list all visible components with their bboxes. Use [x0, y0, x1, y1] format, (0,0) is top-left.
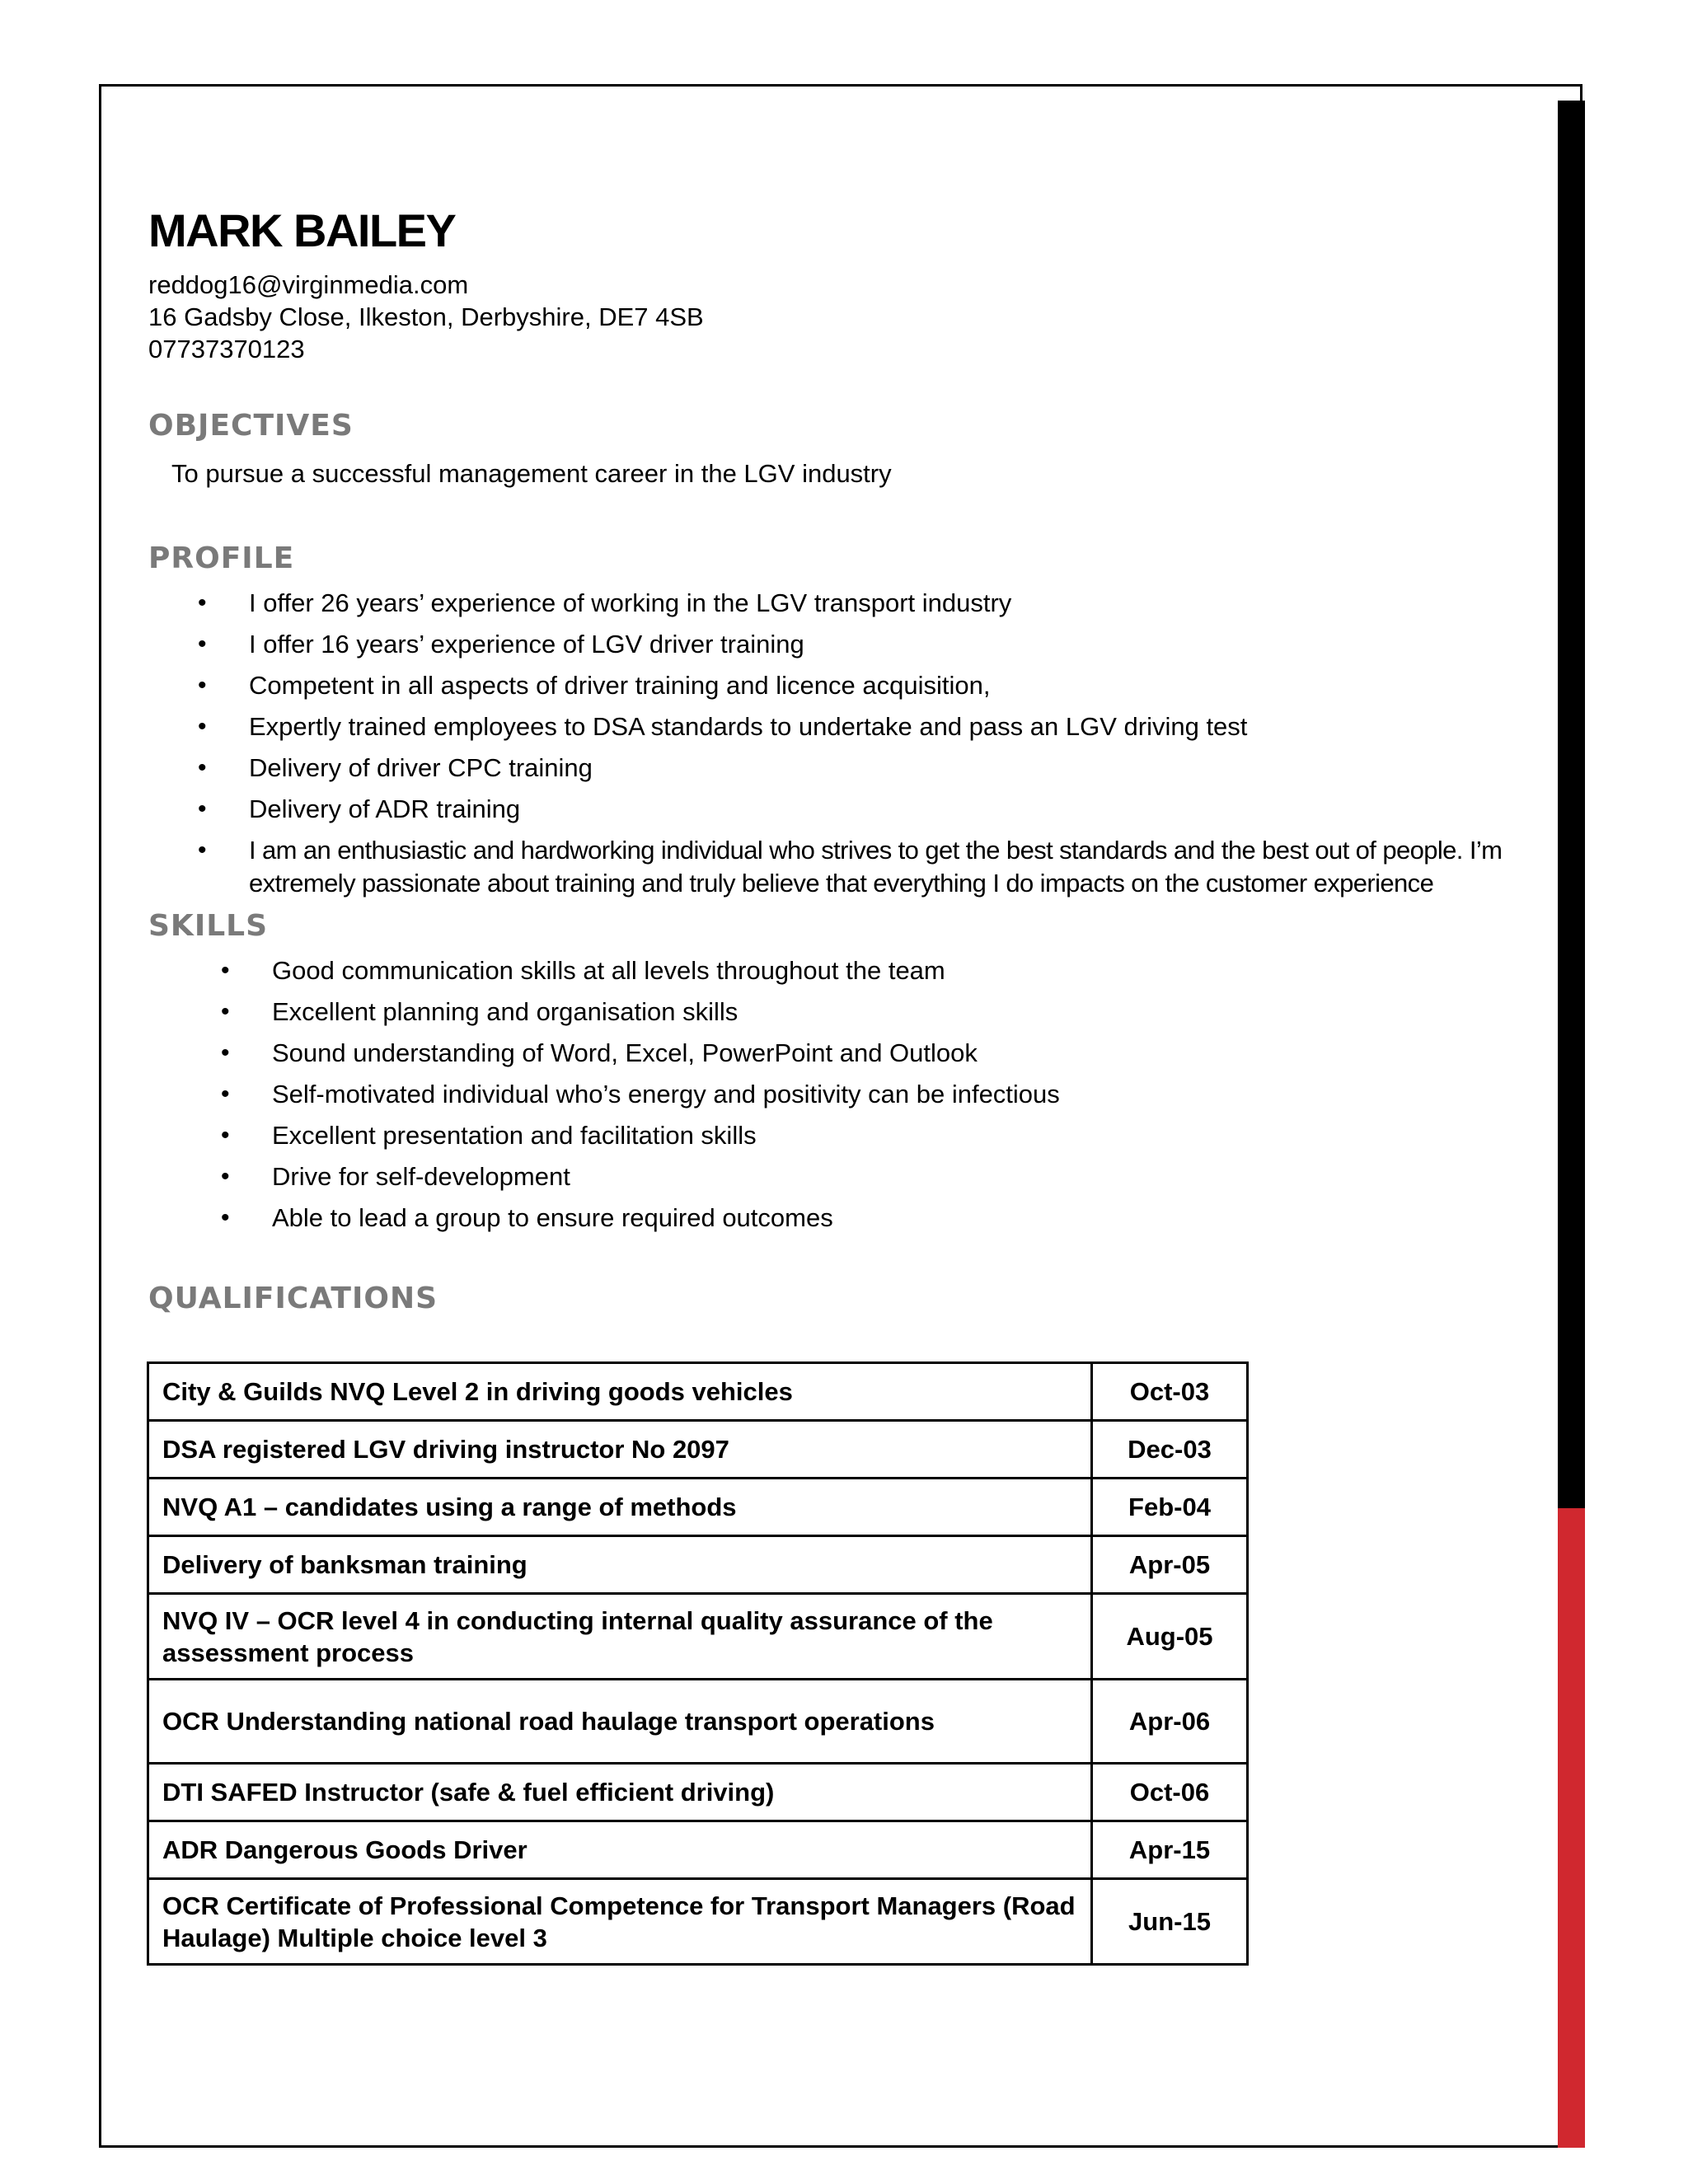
objectives-text: To pursue a successful management career in the LGV industry	[171, 459, 892, 488]
table-row	[148, 1363, 1248, 1421]
bullet-icon: •	[221, 1039, 230, 1066]
table-row	[148, 1536, 1248, 1594]
qualifications-section	[148, 1281, 1550, 1966]
phone: 07737370123	[148, 335, 305, 363]
table-row	[148, 1594, 1248, 1680]
list-item: • Self-motivated individual who’s energy and positivity can be infectious	[148, 1078, 1550, 1111]
bullet-icon: •	[198, 837, 206, 864]
qualification-date: Oct-06	[1092, 1764, 1248, 1821]
list-item: • Expertly trained employees to DSA standards to undertake and pass an LGV driving test	[148, 710, 1550, 743]
bullet-icon: •	[221, 1163, 230, 1190]
skills-section	[148, 908, 1550, 1235]
email: reddog16@virginmedia.com	[148, 270, 469, 299]
qualification-date: Apr-05	[1092, 1536, 1248, 1594]
list-item: • Delivery of ADR training	[148, 793, 1550, 826]
list-item: • Able to lead a group to ensure required outcomes	[148, 1202, 1550, 1235]
list-item: • Sound understanding of Word, Excel, PowerPoint and Outlook	[148, 1037, 1550, 1070]
bullet-icon: •	[221, 1080, 230, 1108]
bullet-icon: •	[198, 672, 207, 699]
candidate-name: MARK BAILEY	[148, 204, 456, 256]
skills-heading: SKILLS	[148, 909, 269, 943]
qualification-date: Apr-06	[1092, 1680, 1248, 1764]
bullet-icon: •	[198, 713, 207, 740]
qualification-date: Apr-15	[1092, 1821, 1248, 1879]
list-item: • Competent in all aspects of driver training and licence acquisition,	[148, 669, 1550, 702]
decorative-side-bar-red	[1558, 1508, 1585, 2148]
qualification-date: Dec-03	[1092, 1421, 1248, 1479]
table-row	[148, 1764, 1248, 1821]
qualification-name: NVQ A1 – candidates using a range of methods	[148, 1479, 1092, 1536]
qualification-name: OCR Certificate of Professional Competence for Transport Managers (Road Haulage) Multiple choice level 3	[148, 1879, 1092, 1965]
qualification-date: Feb-04	[1092, 1479, 1248, 1536]
qualification-name: OCR Understanding national road haulage transport operations	[148, 1680, 1092, 1764]
bullet-icon: •	[221, 1122, 230, 1149]
profile-list	[148, 587, 1550, 900]
bullet-icon: •	[198, 630, 207, 658]
list-item: • Drive for self-development	[148, 1160, 1550, 1193]
qualifications-table	[147, 1361, 1249, 1966]
list-item: • Good communication skills at all levels throughout the team	[148, 954, 1550, 987]
profile-heading: PROFILE	[148, 541, 295, 575]
cv-content	[148, 204, 1550, 1966]
table-row	[148, 1680, 1248, 1764]
qualification-name: ADR Dangerous Goods Driver	[148, 1821, 1092, 1879]
qualification-date: Jun-15	[1092, 1879, 1248, 1965]
qualification-date: Oct-03	[1092, 1363, 1248, 1421]
bullet-icon: •	[221, 998, 230, 1025]
address: 16 Gadsby Close, Ilkeston, Derbyshire, DE7 4SB	[148, 302, 704, 331]
bullet-icon: •	[198, 754, 207, 781]
qualification-name: NVQ IV – OCR level 4 in conducting internal quality assurance of the assessment process	[148, 1594, 1092, 1680]
qualification-name: City & Guilds NVQ Level 2 in driving goods vehicles	[148, 1363, 1092, 1421]
skills-list	[148, 954, 1550, 1235]
list-item: • I offer 26 years’ experience of working in the LGV transport industry	[148, 587, 1550, 620]
bullet-icon: •	[221, 957, 230, 984]
list-item: • Excellent presentation and facilitation skills	[148, 1119, 1550, 1152]
table-row	[148, 1821, 1248, 1879]
table-row	[148, 1879, 1248, 1965]
decorative-side-bar-black	[1558, 101, 1585, 1508]
qualification-name: DTI SAFED Instructor (safe & fuel efficient driving)	[148, 1764, 1092, 1821]
qualifications-heading: QUALIFICATIONS	[148, 1282, 438, 1315]
bullet-icon: •	[198, 589, 207, 616]
qualification-date: Aug-05	[1092, 1594, 1248, 1680]
qualification-name: Delivery of banksman training	[148, 1536, 1092, 1594]
list-item: • I am an enthusiastic and hardworking individual who strives to get the best standards and the best out of people. I’m extremely passionate about training and truly believe that everything I do impacts on the customer experience	[198, 836, 1503, 898]
qualification-name: DSA registered LGV driving instructor No 2097	[148, 1421, 1092, 1479]
objectives-heading: OBJECTIVES	[148, 409, 354, 443]
table-row	[148, 1421, 1248, 1479]
objectives-section	[148, 408, 1550, 490]
table-row	[148, 1479, 1248, 1536]
list-item: • I offer 16 years’ experience of LGV driver training	[148, 628, 1550, 661]
list-item: • Excellent planning and organisation skills	[148, 996, 1550, 1029]
list-item: • Delivery of driver CPC training	[148, 752, 1550, 785]
bullet-icon: •	[221, 1204, 230, 1231]
profile-section	[148, 541, 1550, 900]
bullet-icon: •	[198, 795, 207, 823]
